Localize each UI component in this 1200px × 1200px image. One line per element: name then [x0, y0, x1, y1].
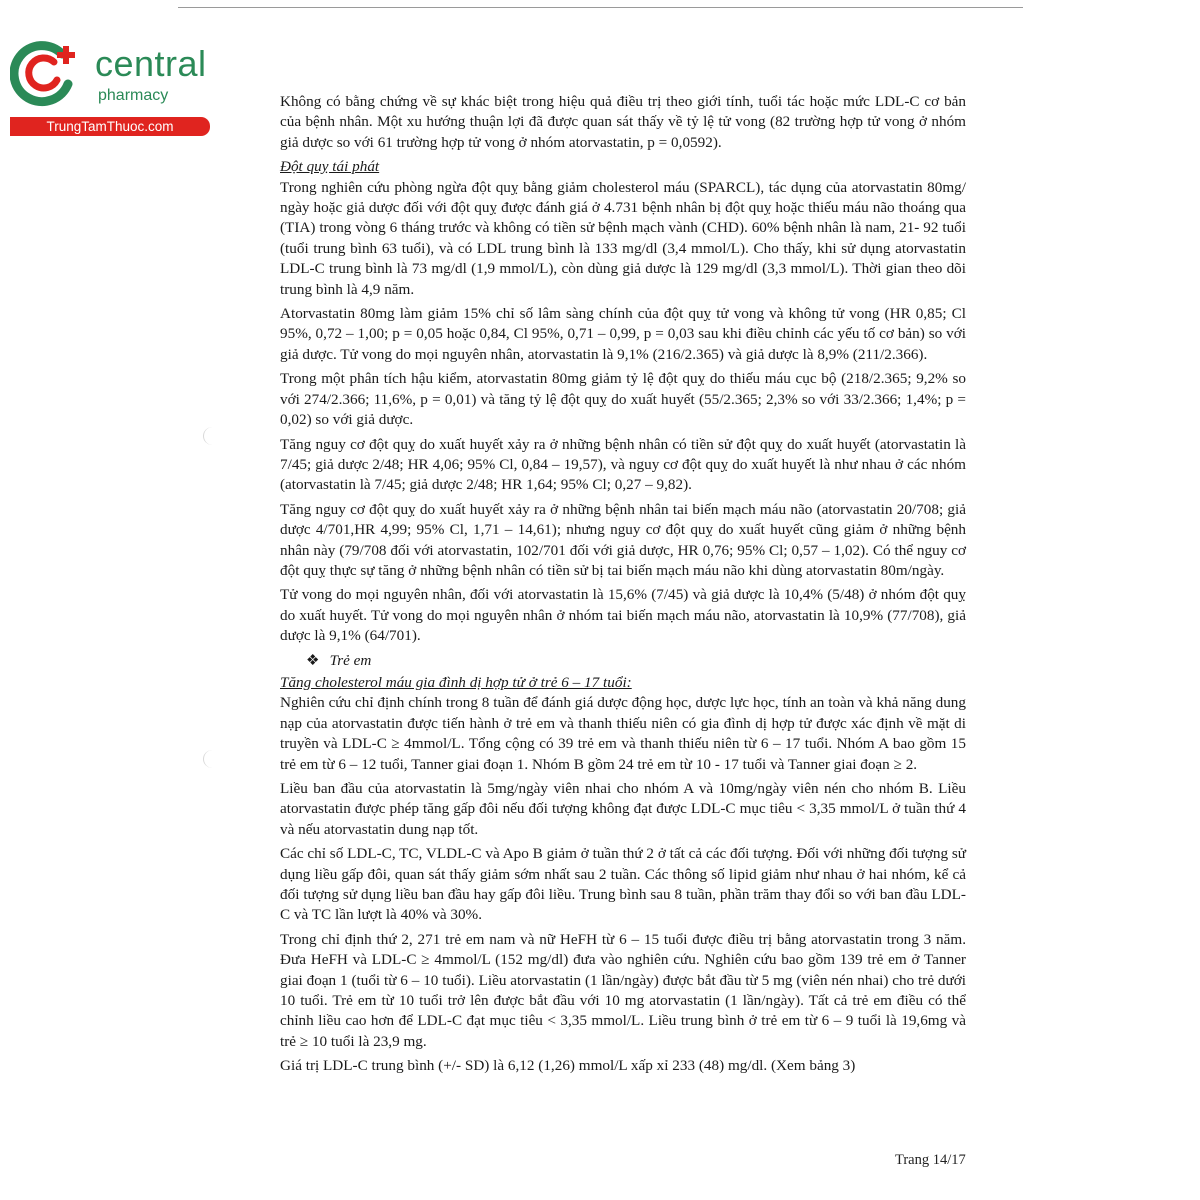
- paragraph: Tử vong do mọi nguyên nhân, đối với atorvastatin là 15,6% (7/45) và giả dược là 10,4% (5/48) ở nhóm đột quỵ do xuất huyết. Tử vong do mọi nguyên nhân ở nhóm tai biến mạch máu não, atorvastatin là 10,9% (77/708), giả dược là 9,1% (64/701).: [280, 586, 966, 645]
- punch-hole-mark: [203, 750, 222, 768]
- paragraph: Atorvastatin 80mg làm giảm 15% chỉ số lâm sàng chính của đột quỵ tử vong và không tử vong (HR 0,85; Cl 95%, 0,72 – 1,00; p = 0,05 hoặc 0,84, Cl 95%, 0,71 – 0,99, p = 0,03 sau khi điều chỉnh các yếu tố cơ bản) so với giả dược. Tử vong do mọi nguyên nhân, atorvastatin là 9,1% (216/2.365) và giả dược là 8,9% (211/2.366).: [280, 305, 966, 363]
- paragraph: Tăng nguy cơ đột quỵ do xuất huyết xảy ra ở những bệnh nhân tai biến mạch máu não (atorvastatin 20/708; giả dược 4/701,HR 4,99; 95% Cl, 1,71 – 14,61); nhưng nguy cơ đột quỵ do xuất huyết cũng giảm ở những bệnh nhân này (79/708 đối với atorvastatin, 102/701 đối với giả dược, HR 0,76; 95% Cl; 0,57 – 1,02). Có thể nguy cơ đột quỵ thực sự tăng ở những bệnh nhân có tiền sử bị tai biến mạch máu não khi dùng atorvastatin 80m/ngày.: [280, 500, 966, 579]
- pharmacy-cross-logo-icon: [10, 38, 82, 108]
- logo-name: central: [95, 43, 207, 84]
- paragraph: Các chỉ số LDL-C, TC, VLDL-C và Apo B giảm ở tuần thứ 2 ở tất cả các đối tượng. Đối với những đối tượng sử dụng liều gấp đôi, quan sát thấy giảm sớm nhất sau 2 tuần. Các thông số lipid giảm như nhau ở hai nhóm, kể cả đối tượng sử dụng liều ban đầu hay gấp đôi liều. Trung bình sau 8 tuần, phần trăm thay đổi so với ban đầu LDL-C và TC lần lượt là 40% và 30%.: [280, 845, 966, 924]
- bullet-heading-children: [306, 651, 966, 671]
- paragraph: Trong nghiên cứu phòng ngừa đột quỵ bằng giảm cholesterol máu (SPARCL), tác dụng của atorvastatin 80mg/ ngày hoặc giả dược đối với đột quỵ được đánh giá ở 4.731 bệnh nhân bị đột quỵ hoặc thiếu máu não thoáng qua (TIA) trong vòng 6 tháng trước và không có tiền sử bệnh mạch vành (CHD). 60% bệnh nhân là nam, 21- 92 tuổi (tuổi trung bình 63 tuổi), và có LDL trung bình là 133 mg/dl (3,4 mmol/L). Cho thấy, khi sử dụng atorvastatin LDL-C trung bình là 73 mg/dl (1,9 mmol/L), còn dùng giả dược là 129 mg/dl (3,3 mmol/L). Thời gian theo dõi trung bình là 4,9 năm.: [280, 178, 966, 298]
- paragraph: Liều ban đầu của atorvastatin là 5mg/ngày viên nhai cho nhóm A và 10mg/ngày viên nén cho nhóm B. Liều atorvastatin được phép tăng gấp đôi nếu đối tượng không đạt được LDL-C mục tiêu < 3,35 mmol/L ở tuần thứ 4 và nếu atorvastatin dung nạp tốt.: [280, 780, 966, 838]
- paragraph: Trong một phân tích hậu kiểm, atorvastatin 80mg giảm tỷ lệ đột quỵ do thiếu máu cục bộ (218/2.365; 9,2% so với 274/2.366; 11,6%, p = 0,01) và tăng tỷ lệ đột quỵ do xuất huyết (55/2.365; 2,3% so với 33/2.366; 1,4%; p = 0,02) so với giả dược.: [280, 370, 966, 429]
- paragraph: Không có bằng chứng về sự khác biệt trong hiệu quả điều trị theo giới tính, tuổi tác hoặc mức LDL-C cơ bản của bệnh nhân. Một xu hướng thuận lợi đã được quan sát thấy về tỷ lệ tử vong (82 trường hợp tử vong ở nhóm giả dược so với 61 trường hợp tử vong ở nhóm atorvastatin, p = 0,0592).: [280, 93, 966, 151]
- header-rule: [178, 7, 1023, 8]
- page-number: Trang 14/17: [895, 1152, 966, 1168]
- punch-hole-mark: [203, 427, 222, 445]
- logo-url: TrungTamThuoc.com: [10, 117, 210, 136]
- diamond-bullet-icon: ❖: [306, 651, 320, 669]
- bullet-label: Trẻ em: [329, 651, 372, 669]
- section-heading-familial-hypercholesterolemia: Tăng cholesterol máu gia đình dị hợp tử ở trẻ 6 – 17 tuổi:: [280, 673, 632, 691]
- document-body: [280, 92, 966, 1081]
- logo-subtitle: pharmacy: [98, 87, 169, 104]
- paragraph: Giá trị LDL-C trung bình (+/- SD) là 6,12 (1,26) mmol/L xấp xỉ 233 (48) mg/dl. (Xem bảng 3): [280, 1057, 856, 1075]
- paragraph: Tăng nguy cơ đột quỵ do xuất huyết xảy ra ở những bệnh nhân có tiền sử đột quỵ do xuất huyết (atorvastatin là 7/45; giả dược 2/48; HR 4,06; 95% Cl, 0,84 – 19,57), và nguy cơ đột quỵ do xuất huyết là như nhau ở các nhóm (atorvastatin là 7/45; giả dược 2/48; HR 1,64; 95% Cl; 0,27 – 9,82).: [280, 435, 966, 494]
- paragraph: Trong chỉ định thứ 2, 271 trẻ em nam và nữ HeFH từ 6 – 15 tuổi được điều trị bằng atorvastatin trong 3 năm. Đưa HeFH và LDL-C ≥ 4mmol/L (152 mg/dl) đưa vào nghiên cứu. Nghiên cứu bao gồm 139 trẻ em ở Tanner giai đoạn 1 (tuổi từ 6 – 10 tuổi). Liều atorvastatin (1 lần/ngày) được bắt đầu từ 5 mg (viên nén nhai) cho trẻ dưới 10 tuổi. Trẻ em từ 10 tuổi trở lên được bắt đầu với 10 mg atorvastatin (1 lần/ngày). Tất cả trẻ em điều có thể chỉnh liều cao hơn để LDL-C đạt mục tiêu < 3,35 mmol/L. Liều trung bình ở trẻ em từ 6 – 9 tuổi là 19,6mg và trẻ ≥ 10 tuổi là 23,9 mg.: [280, 930, 966, 1050]
- section-heading-recurrent-stroke: Đột quỵ tái phát: [280, 158, 380, 176]
- central-pharmacy-logo: [10, 38, 215, 138]
- paragraph: Nghiên cứu chỉ định chính trong 8 tuần để đánh giá dược động học, dược lực học, tính an toàn và khả năng dung nạp của atorvastatin được tiến hành ở trẻ em và thanh thiếu niên có gia đình dị hợp tử được xác định về mặt di truyền và LDL-C ≥ 4mmol/L. Tổng cộng có 39 trẻ em và thanh thiếu niên từ 6 – 17 tuổi. Nhóm A bao gồm 15 trẻ em từ 6 – 12 tuổi, Tanner giai đoạn 1. Nhóm B gồm 24 trẻ em từ 10 - 17 tuổi và Tanner giai đoạn ≥ 2.: [280, 694, 966, 773]
